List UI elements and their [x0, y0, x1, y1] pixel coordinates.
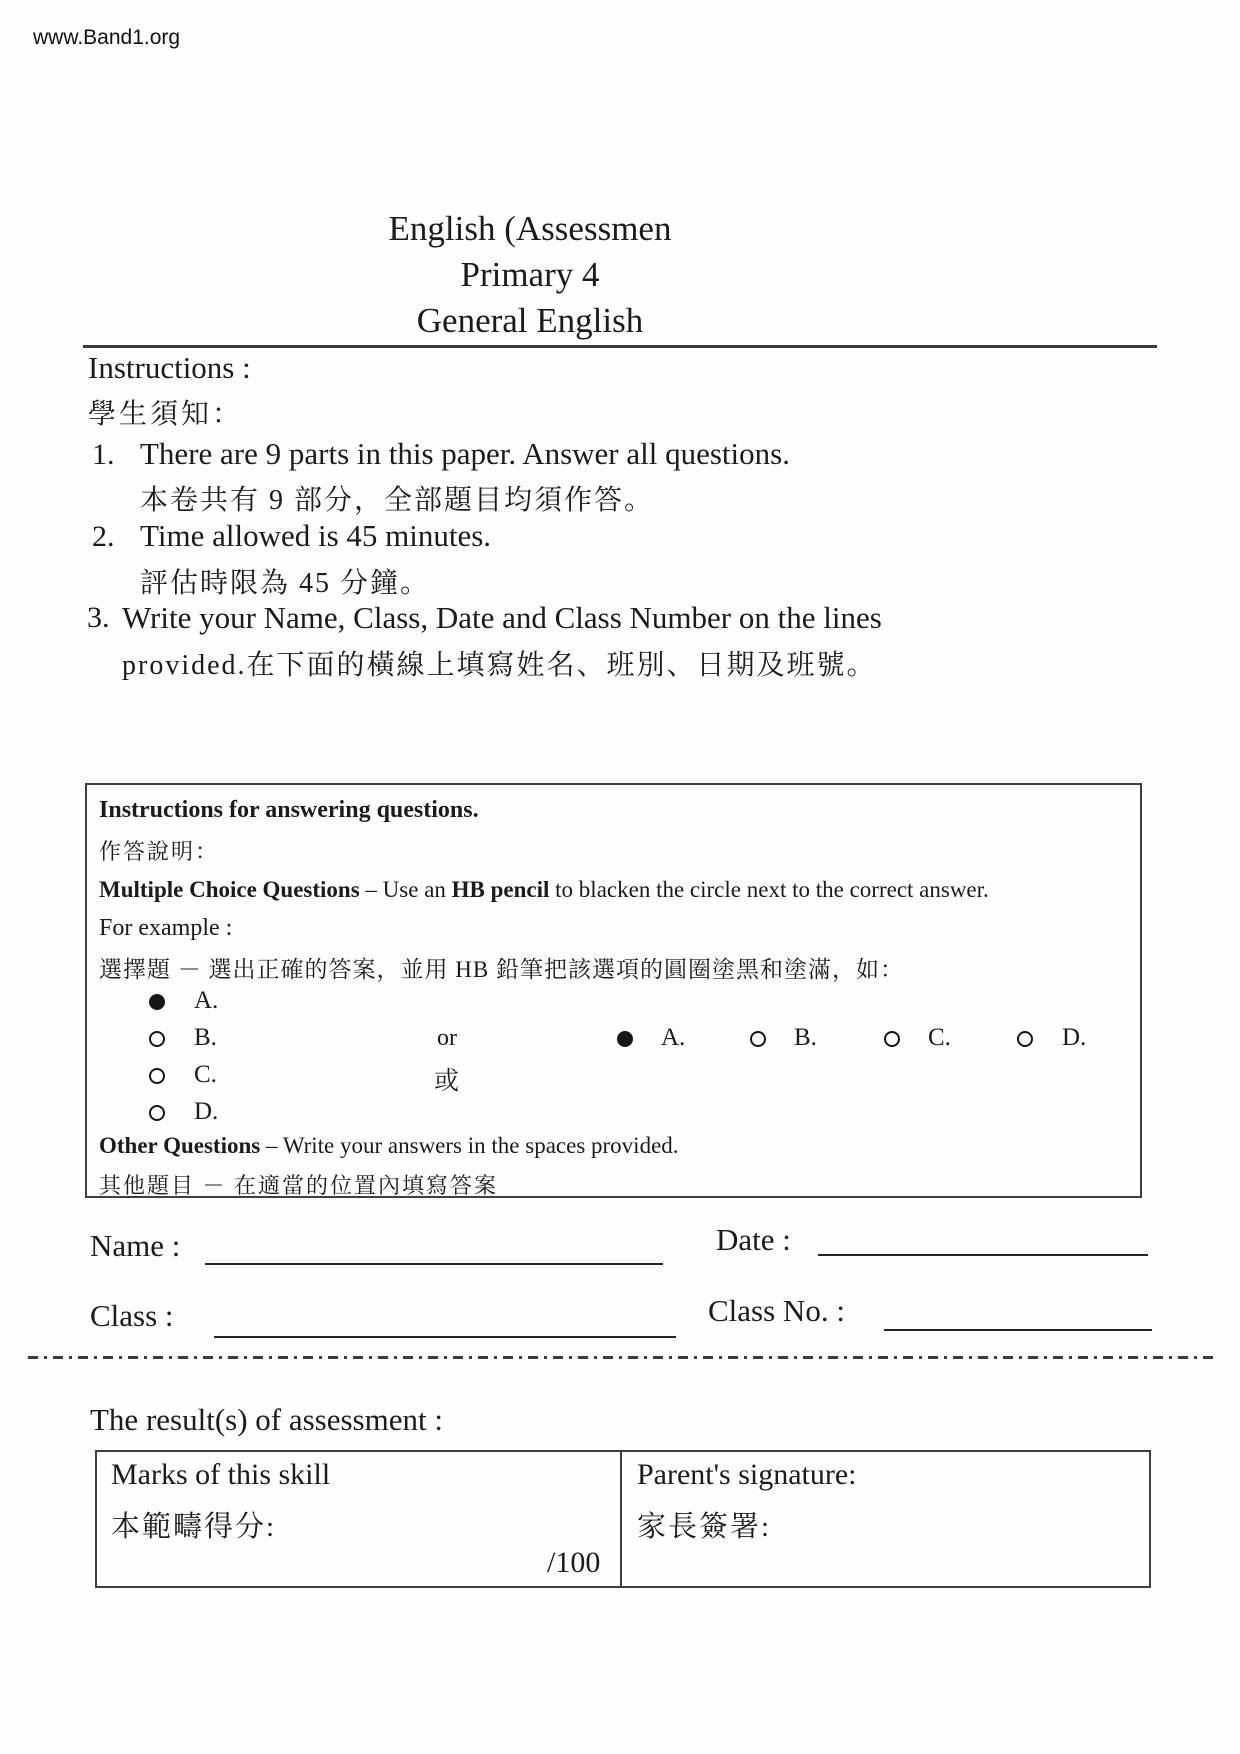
instruction-item-text-en: There are 9 parts in this paper. Answer all questions. [140, 436, 790, 471]
mcq-instruction-rest: to blacken the circle next to the correct answer. [549, 877, 989, 902]
example-label: For example : [99, 915, 233, 941]
other-questions-bold: Other Questions [99, 1133, 261, 1158]
results-table-column-divider [620, 1452, 622, 1586]
paper-title-block [0, 206, 1060, 344]
instruction-item-text-en: Write your Name, Class, Date and Class Number on the lines [122, 600, 882, 635]
option-label-a: A. [194, 987, 219, 1014]
paper-title-line2: Primary 4 [460, 255, 600, 294]
marks-label-zh: 本範疇得分: [111, 1511, 277, 1543]
option-circle-d [149, 1105, 165, 1121]
option-label-b: B. [194, 1024, 217, 1051]
mcq-instruction-line-zh: 選擇題 － 選出正確的答案，並用 HB 鉛筆把該選項的圓圈塗黑和塗滿，如： [99, 957, 904, 982]
marks-denominator: /100 [547, 1546, 601, 1579]
title-divider-rule [83, 345, 1157, 348]
option-circle-b-horizontal [750, 1031, 766, 1047]
other-questions-line-zh: 其他題目 － 在適當的位置內填寫答案 [99, 1173, 499, 1198]
instruction-item-number: 1. [92, 438, 115, 471]
option-circle-d-horizontal [1017, 1031, 1033, 1047]
or-label-en: or [437, 1025, 457, 1051]
date-field-label: Date : [716, 1222, 791, 1257]
instructions-heading-zh: 學生須知： [88, 399, 244, 430]
option-label-b-horizontal: B. [794, 1024, 817, 1051]
mcq-instruction-line [99, 877, 989, 903]
marks-label-en: Marks of this skill [111, 1458, 331, 1491]
parent-signature-label-en: Parent's signature: [637, 1458, 857, 1491]
instruction-item-text-en: Time allowed is 45 minutes. [140, 518, 492, 553]
option-label-d-horizontal: D. [1062, 1024, 1087, 1051]
mcq-instruction-mid: – Use an [359, 877, 452, 902]
option-circle-a [149, 994, 165, 1010]
name-field-label: Name : [90, 1228, 181, 1263]
class-no-field-line [884, 1329, 1152, 1331]
class-field-label: Class : [90, 1298, 174, 1333]
answer-box-heading-en: Instructions for answering questions. [99, 797, 479, 823]
or-label-zh: 或 [434, 1068, 460, 1095]
paper-title-line1: English (Assessmen [388, 209, 672, 248]
answering-instructions-box [85, 783, 1142, 1198]
mcq-instruction-bold2: HB pencil [451, 877, 550, 902]
option-circle-c-horizontal [884, 1031, 900, 1047]
parent-signature-label-zh: 家長簽署: [637, 1511, 772, 1543]
instruction-item-number: 2. [92, 520, 115, 553]
instruction-item-text-zh: provided.在下面的橫線上填寫姓名、班別、日期及班號。 [122, 650, 877, 681]
date-field-line [818, 1254, 1148, 1256]
class-no-field-label: Class No. : [708, 1293, 845, 1328]
option-label-d: D. [194, 1098, 219, 1125]
instructions-heading-en: Instructions : [88, 350, 251, 385]
mcq-instruction-bold1: Multiple Choice Questions [99, 877, 360, 902]
other-questions-line [99, 1133, 679, 1159]
name-field-line [205, 1263, 663, 1265]
class-field-line [214, 1336, 676, 1338]
option-circle-a-horizontal [617, 1031, 633, 1047]
dash-dot-divider [28, 1356, 1214, 1359]
option-label-c-horizontal: C. [928, 1024, 951, 1051]
answer-box-heading-zh: 作答說明： [99, 839, 220, 864]
results-table [95, 1450, 1151, 1588]
option-label-a-horizontal: A. [661, 1024, 686, 1051]
instruction-item-text-zh: 本卷共有 9 部分，全部題目均須作答。 [140, 485, 655, 516]
instruction-item-text-zh: 評估時限為 45 分鐘。 [140, 568, 431, 599]
option-circle-b [149, 1031, 165, 1047]
other-questions-rest: – Write your answers in the spaces provided. [260, 1133, 679, 1158]
results-heading: The result(s) of assessment : [90, 1402, 443, 1437]
paper-title-line3: General English [416, 301, 644, 340]
option-label-c: C. [194, 1061, 217, 1088]
site-watermark: www.Band1.org [33, 26, 181, 49]
instruction-item-number: 3. [87, 601, 110, 634]
option-circle-c [149, 1068, 165, 1084]
